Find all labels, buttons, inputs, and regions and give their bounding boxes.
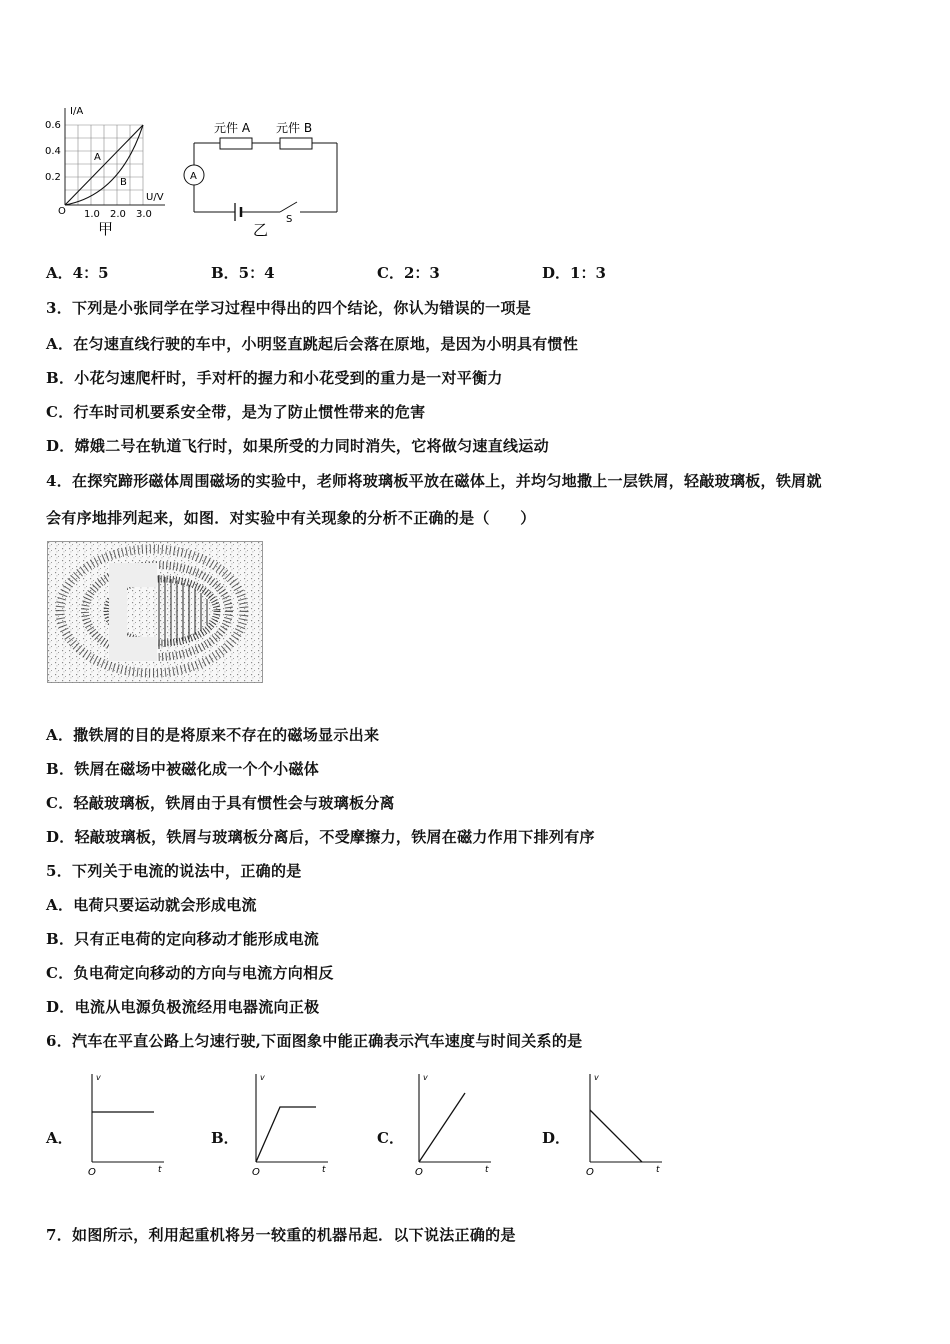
graph-x-tick: 3.0 [136, 209, 152, 220]
graph-caption: 甲 [98, 220, 114, 238]
axis-t-label: t [158, 1165, 162, 1175]
axis-v-label: v [423, 1073, 428, 1082]
ammeter-label: A [190, 171, 197, 182]
component-b-label: 元件 B [276, 121, 313, 135]
q2-option-c[interactable]: C．2：3 [377, 264, 440, 282]
q6-graph-c [409, 1068, 499, 1180]
q5-option-a[interactable]: A．电荷只要运动就会形成电流 [46, 896, 257, 914]
circuit-caption: 乙 [253, 221, 269, 239]
graph-y-tick: 0.4 [45, 146, 61, 157]
component-a-label: 元件 A [214, 121, 251, 135]
graph-y-tick: 0.6 [45, 120, 61, 131]
axis-v-label: v [260, 1073, 265, 1082]
q4-option-a[interactable]: A．撒铁屑的目的是将原来不存在的磁场显示出来 [46, 726, 380, 744]
line-b-label: B [120, 177, 127, 188]
graph-x-tick: 2.0 [110, 209, 126, 220]
q4-option-b[interactable]: B．铁屑在磁场中被磁化成一个个小磁体 [46, 760, 320, 778]
line-a-label: A [94, 152, 101, 163]
q3-stem: 3．下列是小张同学在学习过程中得出的四个结论，你认为错误的一项是 [46, 299, 532, 317]
circuit-figure [180, 115, 350, 245]
iu-graph-figure [40, 100, 180, 240]
q3-option-c[interactable]: C．行车时司机要系安全带，是为了防止惯性带来的危害 [46, 403, 426, 421]
q4-option-c[interactable]: C．轻敲玻璃板，铁屑由于具有惯性会与玻璃板分离 [46, 794, 395, 812]
q4-stem-line2: 会有序地排列起来，如图．对实验中有关现象的分析不正确的是（ ） [46, 509, 536, 527]
graph-x-axis-label: U/V [146, 192, 164, 203]
switch-label: S [286, 214, 293, 225]
graph-x-tick: 1.0 [84, 209, 100, 220]
q7-stem: 7．如图所示，利用起重机将另一较重的机器吊起．以下说法正确的是 [46, 1226, 516, 1244]
q5-option-c[interactable]: C．负电荷定向移动的方向与电流方向相反 [46, 964, 334, 982]
axis-v-label: v [96, 1073, 101, 1082]
axis-t-label: t [485, 1165, 489, 1175]
graph-y-tick: 0.2 [45, 172, 61, 183]
origin-label: O [88, 1167, 96, 1178]
origin-label: O [415, 1167, 423, 1178]
q5-option-b[interactable]: B．只有正电荷的定向移动才能形成电流 [46, 930, 320, 948]
q4-option-d[interactable]: D．轻敲玻璃板，铁屑与玻璃板分离后，不受摩擦力，铁屑在磁力作用下排列有序 [46, 828, 595, 846]
axis-t-label: t [656, 1165, 660, 1175]
q3-option-a[interactable]: A．在匀速直线行驶的车中，小明竖直跳起后会落在原地，是因为小明具有惯性 [46, 335, 579, 353]
graph-origin-label: O [58, 206, 66, 217]
q2-option-d[interactable]: D．1：3 [542, 264, 606, 282]
q6-stem: 6．汽车在平直公路上匀速行驶,下面图象中能正确表示汽车速度与时间关系的是 [46, 1032, 583, 1050]
axis-v-label: v [594, 1073, 599, 1082]
q6-option-d[interactable]: D． [542, 1129, 571, 1147]
axis-t-label: t [322, 1165, 326, 1175]
magnet-iron-filings-photo [47, 541, 263, 683]
origin-label: O [586, 1167, 594, 1178]
q4-stem-line1: 4．在探究蹄形磁体周围磁场的实验中，老师将玻璃板平放在磁体上，并均匀地撒上一层铁屑，轻敲玻璃板，铁屑就 [46, 472, 822, 490]
graph-y-axis-label: I/A [70, 106, 84, 117]
q3-option-d[interactable]: D．嫦娥二号在轨道飞行时，如果所受的力同时消失，它将做匀速直线运动 [46, 437, 549, 455]
q3-option-b[interactable]: B．小花匀速爬杆时，手对杆的握力和小花受到的重力是一对平衡力 [46, 369, 503, 387]
q2-option-a[interactable]: A．4：5 [46, 264, 109, 282]
q6-graph-d [580, 1068, 670, 1180]
q6-graph-a [82, 1068, 172, 1180]
q6-option-c[interactable]: C． [377, 1129, 404, 1147]
q5-stem: 5．下列关于电流的说法中，正确的是 [46, 862, 302, 880]
q5-option-d[interactable]: D．电流从电源负极流经用电器流向正极 [46, 998, 320, 1016]
q6-option-a[interactable]: A． [46, 1129, 73, 1147]
q2-option-b[interactable]: B．5：4 [211, 264, 275, 282]
origin-label: O [252, 1167, 260, 1178]
q6-option-b[interactable]: B． [211, 1129, 239, 1147]
q6-graph-b [246, 1068, 336, 1180]
